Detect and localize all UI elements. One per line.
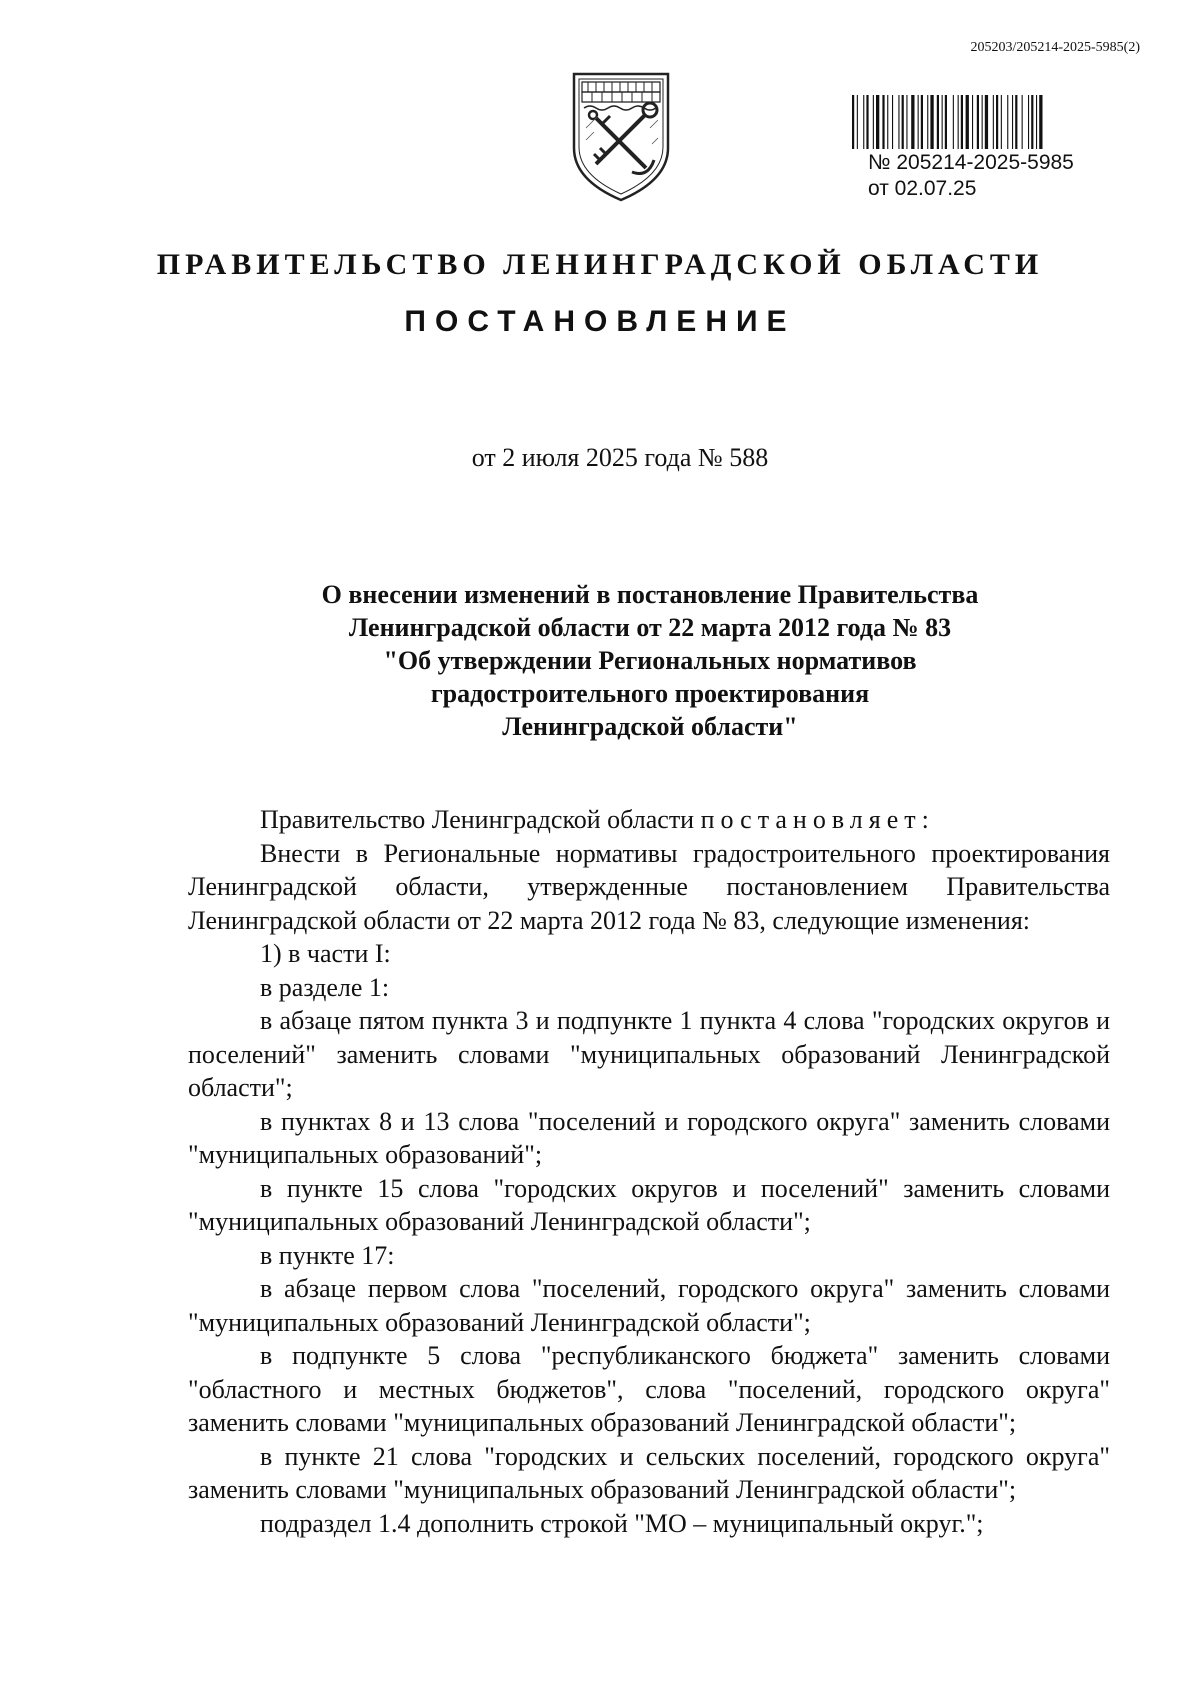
barcode-bar [918,95,919,149]
barcode-bar [1031,95,1033,149]
subject-line: "Об утверждении Региональных нормативов [383,646,917,675]
barcode-bar [996,95,998,149]
body-paragraph: 1) в части I: [260,939,391,968]
barcode-bar [852,95,854,149]
body-paragraph: в пункте 15 слова "городских округов и поселений" заменить словами "муниципальных образований Ленинградской области"; [188,1173,1110,1236]
body-paragraph: в разделе 1: [260,972,390,1002]
barcode-bar [873,95,874,149]
government-title: ПРАВИТЕЛЬСТВО ЛЕНИНГРАДСКОЙ ОБЛАСТИ [156,248,1044,281]
body-paragraph: в пункте 21 слова "городских и сельских поселений, городского округа" заменить словами "муниципальных образований Ленинградской области"; [188,1441,1110,1504]
barcode-bar [953,95,954,149]
registration-number: № 205214-2025-5985 [868,151,1074,174]
subject-line: градостроительного проектирования [430,679,870,708]
barcode-bar [982,95,983,149]
subject-line: Ленинградской области" [502,712,798,741]
barcode-bar [930,95,933,149]
intro-text: Правительство Ленинградской области [260,805,701,834]
barcode-bar [945,95,947,149]
barcode-bar [921,95,923,149]
resolution-body [188,803,1110,1540]
barcode-bar [911,95,914,149]
subject-line: О внесении изменений в постановление Правительства [321,580,979,609]
document-id: 205203/205214-2025-5985(2) [970,40,1140,55]
body-paragraph: подраздел 1.4 дополнить строкой "МО – муниципальный округ."; [260,1508,984,1538]
barcode-bar [972,95,973,149]
resolution-date: от 2 июля 2025 года № 588 [471,443,769,472]
barcode-bar [857,95,858,149]
barcode-bar [993,95,994,149]
barcode-bar [887,95,888,149]
barcode-bar [866,95,868,149]
barcode-bar [1001,95,1002,149]
coat-of-arms-icon [566,68,676,204]
registration-date: от 02.07.25 [868,177,977,200]
barcode-bar [937,95,939,149]
intro-decree-word: постановляет: [700,805,935,834]
barcode-bar [961,95,963,149]
barcode-icon [850,95,1112,149]
intro-paragraph [188,803,1110,837]
registration-block [868,150,1074,202]
body-paragraph: в пунктах 8 и 13 слова "поселений и городского округа" заменить словами "муниципальных образований"; [188,1106,1110,1169]
barcode-bar [1015,95,1017,149]
barcode-bar [1028,95,1029,149]
barcode-bar [876,95,879,149]
barcode-bar [1036,95,1037,149]
barcode-bar [977,95,979,149]
body-paragraph: в пункте 17: [260,1240,395,1270]
body-paragraph: в абзаце первом слова "поселений, городского округа" заменить словами "муниципальных образований Ленинградской области"; [188,1274,1110,1337]
barcode-bar [906,95,907,149]
barcode-bar [985,95,988,149]
barcode-bar [1039,95,1042,149]
barcode-bar [1022,95,1023,149]
body-paragraph: в подпункте 5 слова "республиканского бюджета" заменить словами "областного и местных бюджетов", слова "поселений, городского округа" заменить словами "муниципальных образований Ленинградской области"; [188,1341,1110,1437]
barcode-bar [1012,95,1013,149]
barcode-bar [898,95,899,149]
barcode-bar [882,95,884,149]
subject-line: Ленинградской области от 22 марта 2012 года № 83 [348,613,952,642]
barcode-bar [1007,95,1008,149]
document-type: ПОСТАНОВЛЕНИЕ [404,305,796,338]
barcode-bar [902,95,904,149]
barcode-bar [863,95,864,149]
barcode-bar [942,95,943,149]
barcode-bar [958,95,959,149]
body-paragraph: в абзаце пятом пункта 3 и подпункте 1 пункта 4 слова "городских округов и поселений" заменить словами "муниципальных образований Ленинградской области"; [188,1006,1110,1102]
body-paragraph: Внести в Региональные нормативы градостроительного проектирования Ленинградской области, утвержденные постановлением Правительства Ленинградской области от 22 марта 2012 года № 83, следующие изменения: [188,838,1110,935]
barcode-bar [927,95,928,149]
barcode-bar [892,95,893,149]
resolution-subject [290,578,1010,743]
barcode-bar [966,95,969,149]
